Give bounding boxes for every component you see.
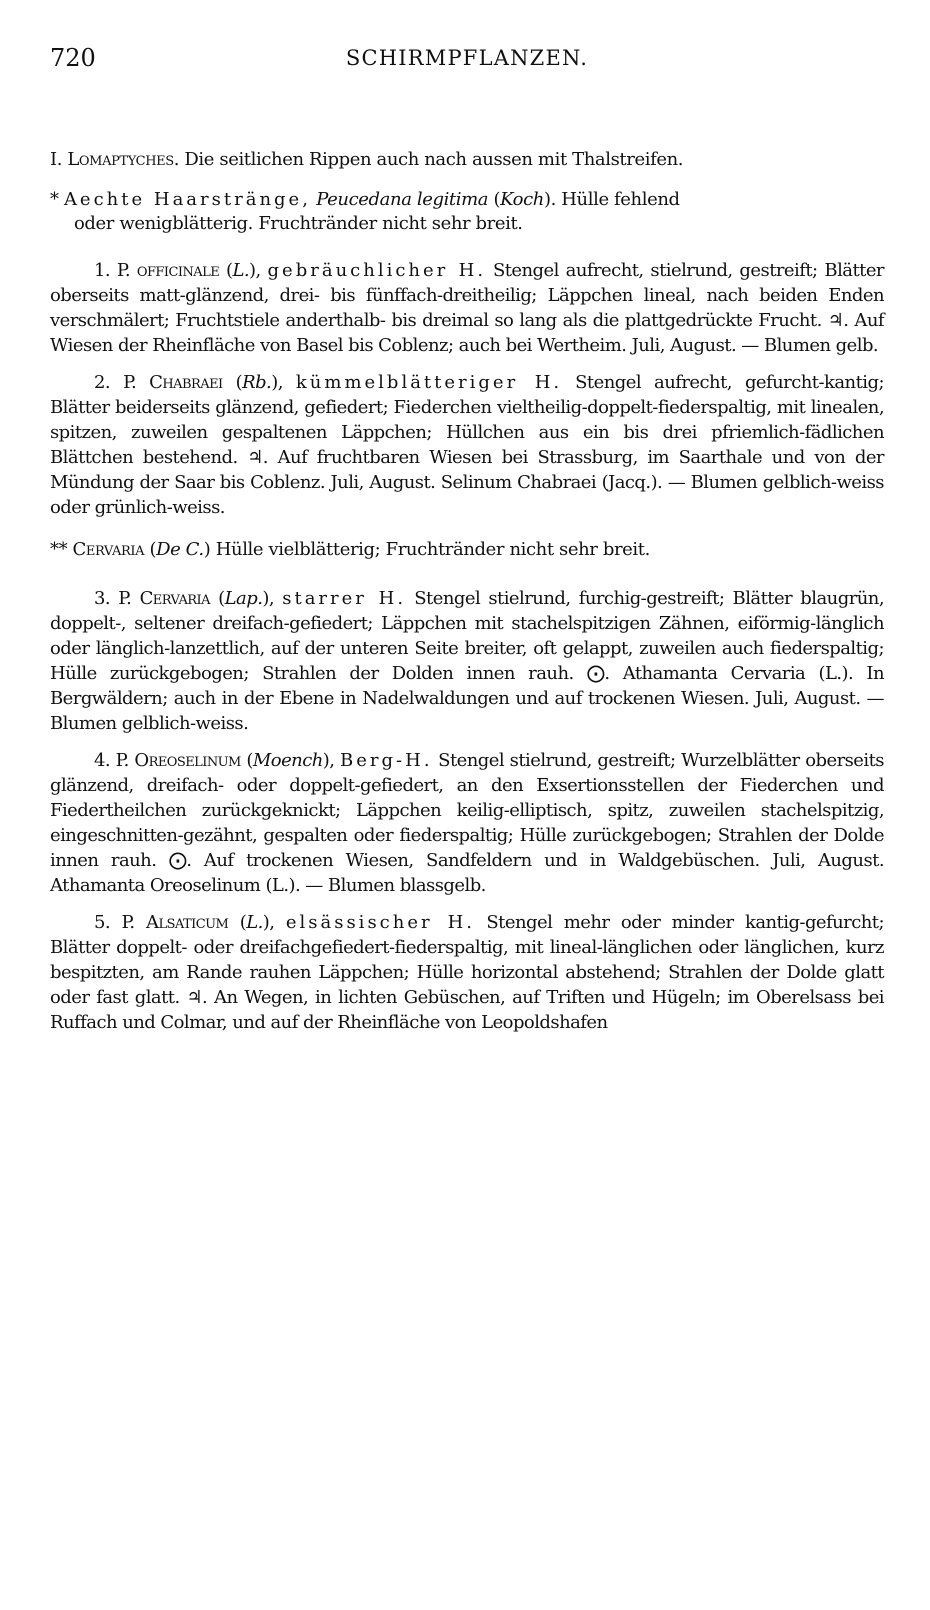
group-heading-2: ** Cervaria (De C.) Hülle vielblätterig; Fruchtränder nicht sehr breit. [50,539,650,560]
entry-common-name: starrer H. [282,588,407,609]
entry-number: 5. P. [94,912,135,933]
group-name: Aechte Haarstränge, [63,189,311,210]
group-heading-1: * Aechte Haarstränge, Peucedana legitima (Koch). Hülle fehlend oder wenigblätterig. Fruchtränder nicht sehr breit. [50,188,884,236]
entry-common-name: Berg-H. [340,750,433,771]
entry-number: 4. P. [94,750,129,771]
entry-common-name: elsässischer H. [285,912,475,933]
entry-text: Stengel mehr oder minder kantig-gefurcht; Blätter doppelt- oder dreifachgefiedert-fiederspaltig, mit lineal-länglichen oder länglichen, kurz bespitzten, am Rande rauhen Läppchen; Hülle horizontal abstehend; Strahlen der Dolde glatt oder fast glatt. ♃. An Wegen, in lichten Gebüschen, auf Triften und Hügeln; im Oberelsass bei Ruffach und Colmar, und auf der Rheinfläche von Leopoldshafen [50,912,884,1033]
entry-number: 1. P. [94,260,130,281]
running-title: SCHIRMPFLANZEN. [345,46,589,70]
group-authority: De C. [156,539,204,560]
entry-authority: Lap. [224,588,263,609]
section-text: Die seitlichen Rippen auch nach aussen mit Thalstreifen. [184,149,684,170]
section-name: Lomaptyches. [67,149,180,170]
species-entry-1: 1. P. officinale (L.), gebräuchlicher H. Stengel aufrecht, stielrund, gestreift; Blätter oberseits matt-glänzend, drei- bis fünffach-dreitheilig; Läppchen lineal, nach beiden Enden verschmälert; Fruchtstiele anderthalb- bis dreimal so lang als die plattgedrückte Frucht. ♃. Auf Wiesen der Rheinfläche von Basel bis Coblenz; auch bei Wertheim. Juli, August. — Blumen gelb. [50,260,884,356]
section-heading [50,148,884,172]
entry-authority: Moench [252,750,323,771]
entry-text: Stengel stielrund, gestreift; Wurzelblätter oberseits glänzend, dreifach- oder doppelt-gefiedert, an den Exsertionsstellen der Fiederchen und Fiedertheilchen zurückgeknickt; Läppchen keilig-elliptisch, spitz, zuweilen stachelspitzig, eingeschnitten-gezähnt, gespalten oder fiederspaltig; Hülle zurückgebogen; Strahlen der Dolde innen rauh. ⨀. Auf trockenen Wiesen, Sandfeldern und in Waldgebüschen. Juli, August. Athamanta Oreoselinum (L.). — Blumen blassgelb. [50,750,884,896]
group-latin-name: Peucedana legitima [316,189,489,210]
entry-name: Alsaticum [146,912,229,933]
species-entry-4: 4. P. Oreoselinum (Moench), Berg-H. Stengel stielrund, gestreift; Wurzelblätter oberseits glänzend, dreifach- oder doppelt-gefiedert, an den Exsertionsstellen der Fiederchen und Fiedertheilchen zurückgeknickt; Läppchen keilig-elliptisch, spitz, zuweilen stachelspitzig, eingeschnitten-gezähnt, gespalten oder fiederspaltig; Hülle zurückgebogen; Strahlen der Dolde innen rauh. ⨀. Auf trockenen Wiesen, Sandfeldern und in Waldgebüschen. Juli, August. Athamanta Oreoselinum (L.). — Blumen blassgelb. [50,750,884,896]
entry-text: Stengel aufrecht, stielrund, gestreift; Blätter oberseits matt-glänzend, drei- bis fünffach-dreitheilig; Läppchen lineal, nach beiden Enden verschmälert; Fruchtstiele anderthalb- bis dreimal so lang als die plattgedrückte Frucht. ♃. Auf Wiesen der Rheinfläche von Basel bis Coblenz; auch bei Wertheim. Juli, August. — Blumen gelb. [50,260,884,356]
species-entry-3: 3. P. Cervaria (Lap.), starrer H. Stengel stielrund, furchig-gestreift; Blätter blaugrün, doppelt-, seltener dreifach-gefiedert; Läppchen mit stachelspitzigen Zähnen, eiförmig-länglich oder länglich-lanzettlich, auf der unteren Seite breiter, oft gelappt, zuweilen auch fiederspaltig; Hülle zurückgebogen; Strahlen der Dolden innen rauh. ⨀. Athamanta Cervaria (L.). In Bergwäldern; auch in der Ebene in Nadelwaldungen und auf trockenen Wiesen. Juli, August. — Blumen gelblich-weiss. [50,588,884,734]
book-page [50,44,884,1035]
entry-name: officinale [136,260,220,281]
group-marker: * [50,189,59,210]
entry-name: Cervaria [139,588,210,609]
group-authority: Koch [500,189,544,210]
entry-authority: L. [246,912,263,933]
entry-authority: Rb. [242,372,272,393]
entry-text: Stengel aufrecht, gefurcht-kantig; Blätter beiderseits glänzend, gefiedert; Fiederchen vieltheilig-doppelt-fiederspaltig, mit linealen, spitzen, zuweilen gespaltenen Läppchen; Hüllchen aus ein bis drei pfriemlich-fädlichen Blättchen bestehend. ♃. Auf fruchtbaren Wiesen bei Strassburg, im Saarthale und von der Mündung der Saar bis Coblenz. Juli, August. Selinum Chabraei (Jacq.). — Blumen gelblich-weiss oder grünlich-weiss. [50,372,884,518]
entry-name: Chabraei [149,372,223,393]
page-number: 720 [50,44,96,72]
group-name: Cervaria [72,539,145,560]
group-text: Hülle vielblätterig; Fruchtränder nicht sehr breit. [215,539,650,560]
species-entry-2: 2. P. Chabraei (Rb.), kümmelblätteriger H. Stengel aufrecht, gefurcht-kantig; Blätter beiderseits glänzend, gefiedert; Fiederchen vieltheilig-doppelt-fiederspaltig, mit linealen, spitzen, zuweilen gespaltenen Läppchen; Hüllchen aus ein bis drei pfriemlich-fädlichen Blättchen bestehend. ♃. Auf fruchtbaren Wiesen bei Strassburg, im Saarthale und von der Mündung der Saar bis Coblenz. Juli, August. Selinum Chabraei (Jacq.). — Blumen gelblich-weiss oder grünlich-weiss. [50,372,884,518]
entry-number: 2. P. [94,372,137,393]
section-number: I. [50,149,63,170]
group-text-line-1: Hülle fehlend [561,189,680,210]
entry-authority: L. [232,260,250,281]
running-head [50,44,884,84]
entry-number: 3. P. [94,588,132,609]
group-marker: ** [50,539,68,560]
entry-common-name: kümmelblätteriger H. [295,372,563,393]
entry-name: Oreoselinum [134,750,241,771]
entry-common-name: gebräuchlicher H. [267,260,487,281]
entry-text: Stengel stielrund, furchig-gestreift; Blätter blaugrün, doppelt-, seltener dreifach-gefiedert; Läppchen mit stachelspitzigen Zähnen, eiförmig-länglich oder länglich-lanzettlich, auf der unteren Seite breiter, oft gelappt, zuweilen auch fiederspaltig; Hülle zurückgebogen; Strahlen der Dolden innen rauh. ⨀. Athamanta Cervaria (L.). In Bergwäldern; auch in der Ebene in Nadelwaldungen und auf trockenen Wiesen. Juli, August. — Blumen gelblich-weiss. [50,588,884,734]
group-text-line-2: oder wenigblätterig. Fruchtränder nicht sehr breit. [74,213,523,234]
species-entry-5: 5. P. Alsaticum (L.), elsässischer H. Stengel mehr oder minder kantig-gefurcht; Blätter doppelt- oder dreifachgefiedert-fiederspaltig, mit lineal-länglichen oder länglichen, kurz bespitzten, am Rande rauhen Läppchen; Hülle horizontal abstehend; Strahlen der Dolde glatt oder fast glatt. ♃. An Wegen, in lichten Gebüschen, auf Triften und Hügeln; im Oberelsass bei Ruffach und Colmar, und auf der Rheinfläche von Leopoldshafen [50,912,884,1033]
